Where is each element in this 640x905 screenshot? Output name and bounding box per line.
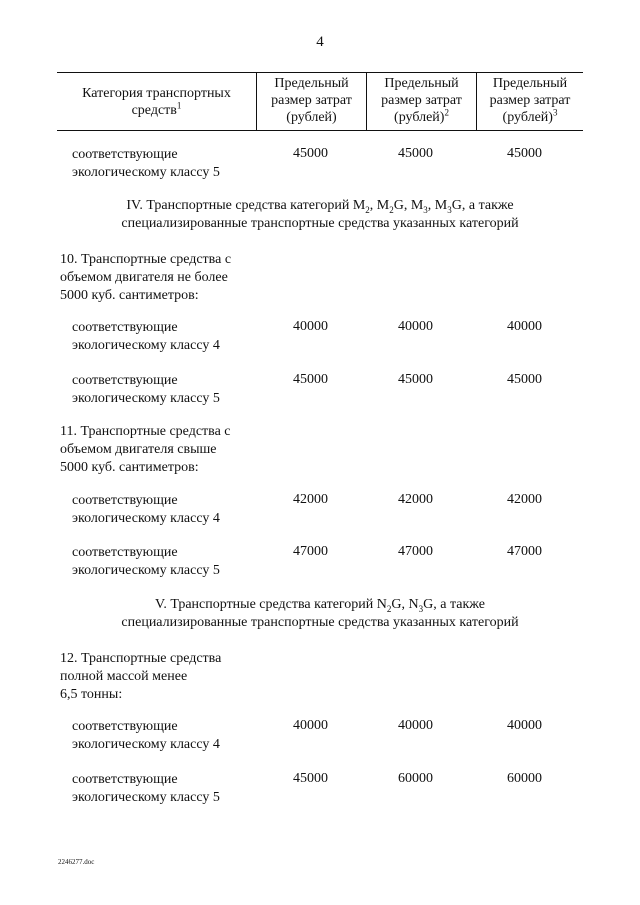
row-value-col1: 40000: [293, 718, 328, 733]
row-value-col2: 40000: [398, 319, 433, 334]
document-footer: 2246277.doc: [58, 858, 95, 866]
group-10-title: 10. Транспортные средства с объемом двигателя не более 5000 куб. сантиметров:: [60, 252, 232, 303]
row-label: соответствующие экологическому классу 4: [72, 493, 220, 526]
row-value-col2: 40000: [398, 718, 433, 733]
row-value-col1: 45000: [293, 372, 328, 387]
row-value-col3: 40000: [507, 319, 542, 334]
header-top-rule: [57, 72, 583, 73]
row-label: соответствующие экологическому классу 5: [72, 147, 220, 180]
header-limit-1: Предельный размер затрат (рублей): [271, 76, 352, 125]
header-limit-3: Предельный размер затрат (рублей)$^3$: [489, 76, 571, 125]
row-value-col2: 42000: [398, 492, 433, 507]
row-value-col2: 60000: [398, 771, 433, 786]
row-value-col2: 45000: [398, 372, 433, 387]
header-category: Категория транспортных средств$^1$: [82, 86, 231, 118]
row-value-col1: 45000: [293, 771, 328, 786]
row-label: соответствующие экологическому классу 5: [72, 545, 220, 578]
row-label: соответствующие экологическому классу 4: [72, 719, 220, 752]
group-11-title: 11. Транспортные средства с объемом двигателя свыше 5000 куб. сантиметров:: [60, 424, 231, 475]
page-number: 4: [316, 34, 324, 50]
row-value-col1: 45000: [293, 146, 328, 161]
row-value-col3: 60000: [507, 771, 542, 786]
row-label: соответствующие экологическому классу 5: [72, 772, 220, 805]
section-v-heading: V. Транспортные средства категорий $N_2G$, $N_3G$, а также специализированные транспортные средства указанных категорий: [121, 597, 519, 630]
row-value-col3: 45000: [507, 372, 542, 387]
row-value-col3: 40000: [507, 718, 542, 733]
header-bottom-rule: [57, 130, 583, 131]
row-value-col1: 47000: [293, 544, 328, 559]
row-value-col2: 45000: [398, 146, 433, 161]
row-value-col2: 47000: [398, 544, 433, 559]
row-value-col3: 47000: [507, 544, 542, 559]
row-value-col3: 45000: [507, 146, 542, 161]
row-value-col1: 42000: [293, 492, 328, 507]
row-label: соответствующие экологическому классу 5: [72, 373, 220, 406]
section-iv-heading: IV. Транспортные средства категорий $M_2$, $M_2G$, $M_3$, $M_3G$, а также специализированные транспортные средства указанных категорий: [121, 198, 519, 231]
row-value-col1: 40000: [293, 319, 328, 334]
row-value-col3: 42000: [507, 492, 542, 507]
row-label: соответствующие экологическому классу 4: [72, 320, 220, 353]
group-12-title: 12. Транспортные средства полной массой менее 6,5 тонны:: [60, 651, 222, 702]
header-limit-2: Предельный размер затрат (рублей)$^2$: [381, 76, 462, 125]
